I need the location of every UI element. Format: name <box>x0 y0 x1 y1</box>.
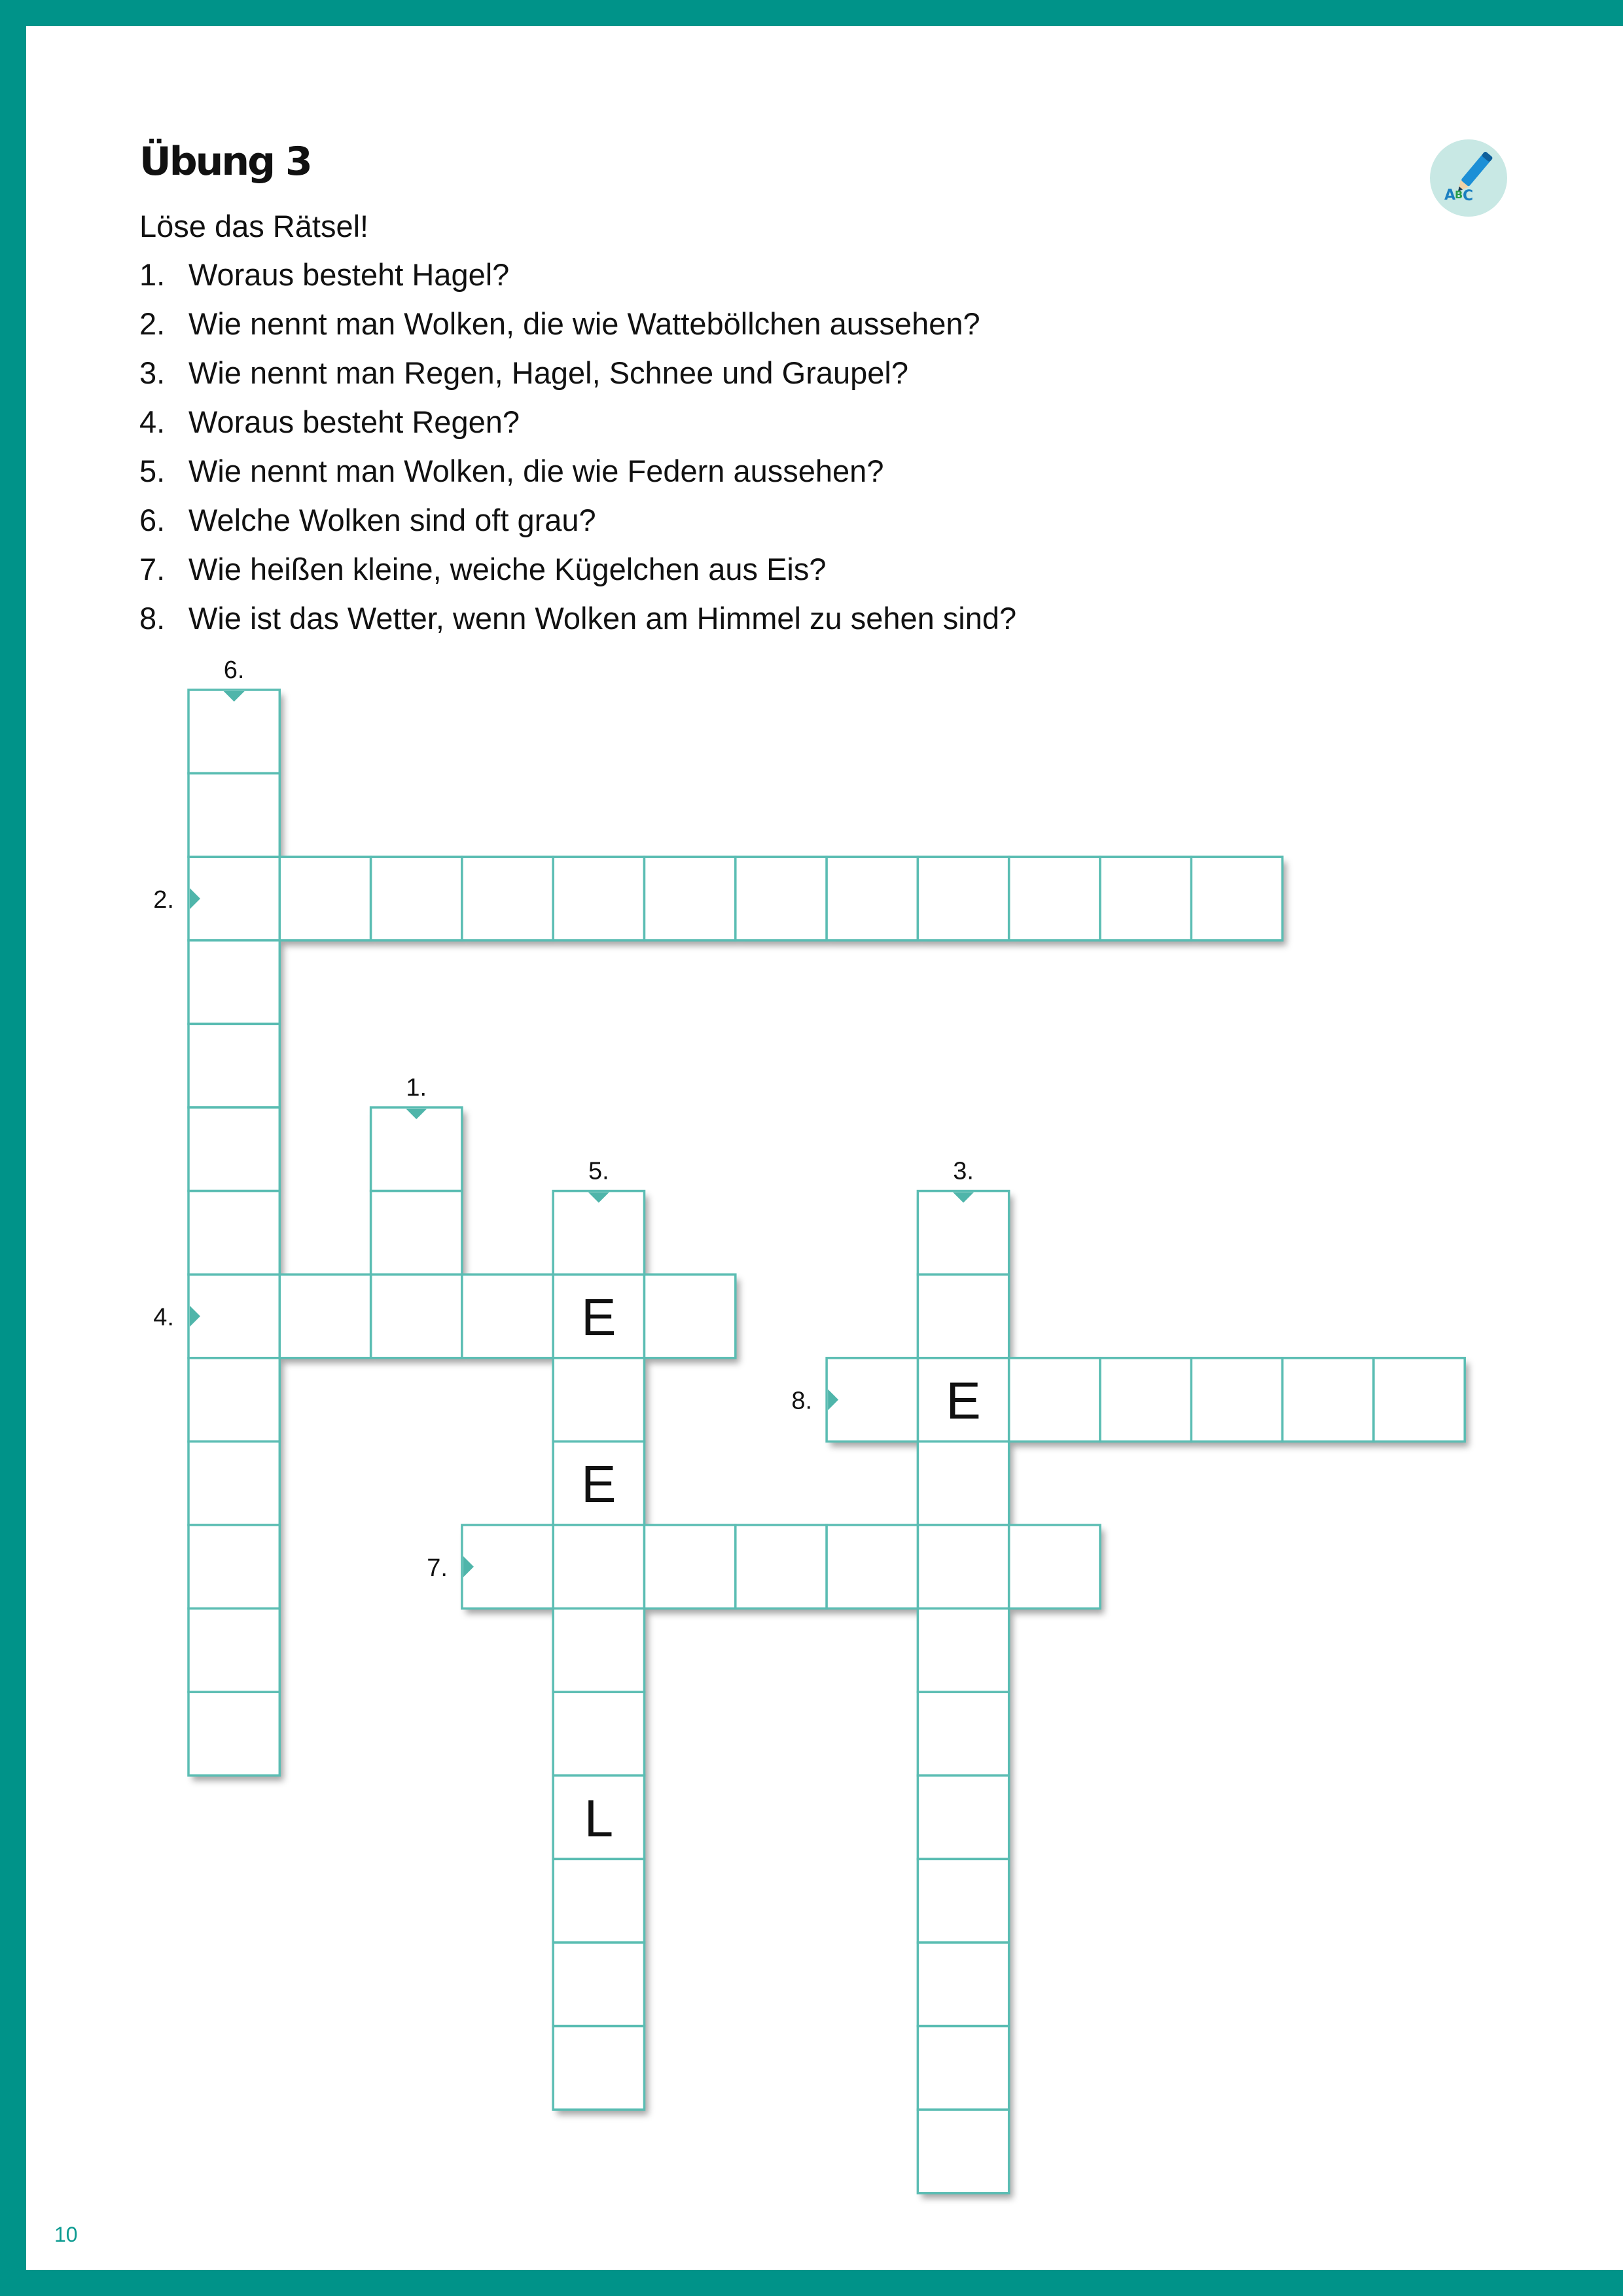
svg-text:A: A <box>1444 187 1456 204</box>
crossword-cell[interactable] <box>1009 1358 1100 1442</box>
clue-number-label: 5. <box>588 1157 609 1185</box>
crossword-cell[interactable] <box>279 857 370 941</box>
given-letter: E <box>581 1455 616 1514</box>
crossword-cell[interactable] <box>918 1859 1008 1943</box>
crossword-cell[interactable] <box>1191 857 1282 941</box>
crossword-cell[interactable] <box>188 1358 279 1442</box>
given-letter: E <box>581 1288 616 1346</box>
crossword-cell[interactable] <box>918 1692 1008 1776</box>
clue-number-label: 6. <box>223 656 245 684</box>
clue-number-label: 3. <box>953 1157 974 1185</box>
question-number: 3. <box>139 355 166 390</box>
crossword-cell[interactable] <box>1009 857 1100 941</box>
crossword-cell[interactable] <box>827 1525 918 1609</box>
question-text: Welche Wolken sind oft grau? <box>188 503 596 537</box>
question-number: 5. <box>139 454 166 488</box>
crossword-cell[interactable] <box>188 1024 279 1107</box>
crossword-cell[interactable] <box>553 857 644 941</box>
crossword-cell[interactable] <box>918 1776 1008 1859</box>
clue-number-label: 7. <box>427 1554 448 1582</box>
crossword-cell[interactable] <box>918 2109 1008 2193</box>
crossword-cell[interactable] <box>371 1274 462 1358</box>
question-text: Wie nennt man Regen, Hagel, Schnee und Graupel? <box>188 355 908 390</box>
clue-number-label: 1. <box>406 1074 427 1102</box>
crossword-cell[interactable] <box>188 1441 279 1525</box>
clue-number-label: 2. <box>153 886 174 914</box>
question-text: Wie nennt man Wolken, die wie Federn aussehen? <box>188 454 884 488</box>
question-text: Woraus besteht Regen? <box>188 404 520 439</box>
crossword-cell[interactable] <box>645 857 736 941</box>
given-letter: E <box>946 1371 981 1430</box>
crossword-cell[interactable] <box>188 941 279 1024</box>
crossword-cell[interactable] <box>371 1191 462 1275</box>
crossword-cell[interactable] <box>462 1274 553 1358</box>
question-text: Wie nennt man Wolken, die wie Watteböllchen aussehen? <box>188 306 980 341</box>
crossword-cell[interactable] <box>918 857 1008 941</box>
exercise-title: Übung 3 <box>139 139 311 185</box>
exercise-instruction: Löse das Rätsel! <box>139 209 369 243</box>
svg-text:C: C <box>1463 188 1474 204</box>
crossword-cell[interactable] <box>1191 1358 1282 1442</box>
crossword-cell[interactable] <box>918 1609 1008 1693</box>
question-text: Wie heißen kleine, weiche Kügelchen aus Eis? <box>188 552 827 586</box>
crossword-cell[interactable] <box>553 1358 644 1442</box>
crossword-cell[interactable] <box>553 1692 644 1776</box>
crossword-cell[interactable] <box>462 857 553 941</box>
crossword-cell[interactable] <box>553 1609 644 1693</box>
crossword-cell[interactable] <box>188 1107 279 1191</box>
crossword-cell[interactable] <box>553 1859 644 1943</box>
question-number: 1. <box>139 257 166 292</box>
crossword-cell[interactable] <box>553 1191 644 1275</box>
crossword-cell[interactable] <box>827 857 918 941</box>
question-number: 7. <box>139 552 166 586</box>
crossword-cell[interactable] <box>736 1525 827 1609</box>
svg-text:B: B <box>1455 188 1463 201</box>
crossword-cell[interactable] <box>188 1692 279 1776</box>
given-letter: L <box>584 1789 614 1848</box>
crossword-cell[interactable] <box>1009 1525 1100 1609</box>
clue-number-label: 8. <box>791 1387 813 1415</box>
crossword-cell[interactable] <box>188 857 279 941</box>
crossword-cell[interactable] <box>462 1525 553 1609</box>
crossword-cell[interactable] <box>918 1525 1008 1609</box>
crossword-cell[interactable] <box>188 774 279 857</box>
crossword-cell[interactable] <box>918 1943 1008 2026</box>
question-text: Wie ist das Wetter, wenn Wolken am Himmel zu sehen sind? <box>188 601 1017 636</box>
crossword-cell[interactable] <box>1100 1358 1191 1442</box>
crossword-cell[interactable] <box>553 1525 644 1609</box>
question-number: 6. <box>139 503 166 537</box>
question-number: 2. <box>139 306 166 341</box>
question-text: Woraus besteht Hagel? <box>188 257 510 292</box>
crossword-cell[interactable] <box>827 1358 918 1442</box>
crossword-cell[interactable] <box>553 1943 644 2026</box>
question-number: 4. <box>139 404 166 439</box>
clue-number-label: 4. <box>153 1304 174 1331</box>
crossword-cell[interactable] <box>918 1191 1008 1275</box>
crossword-cell[interactable] <box>918 1441 1008 1525</box>
crossword-cell[interactable] <box>918 2026 1008 2110</box>
crossword-cell[interactable] <box>371 857 462 941</box>
crossword-cell[interactable] <box>1374 1358 1465 1442</box>
page-number: 10 <box>54 2223 78 2246</box>
crossword-cell[interactable] <box>645 1525 736 1609</box>
crossword-cell[interactable] <box>918 1274 1008 1358</box>
crossword-cell[interactable] <box>645 1274 736 1358</box>
crossword-cell[interactable] <box>1100 857 1191 941</box>
crossword-cell[interactable] <box>371 1107 462 1191</box>
crossword-cell[interactable] <box>736 857 827 941</box>
crossword-cell[interactable] <box>188 1525 279 1609</box>
crossword-cell[interactable] <box>188 1191 279 1275</box>
crossword-cell[interactable] <box>188 1609 279 1693</box>
crossword-cell[interactable] <box>1283 1358 1374 1442</box>
crossword-cell[interactable] <box>553 2026 644 2110</box>
crossword-cell[interactable] <box>279 1274 370 1358</box>
question-number: 8. <box>139 601 166 636</box>
crossword-cell[interactable] <box>188 690 279 774</box>
crossword-cell[interactable] <box>188 1274 279 1358</box>
